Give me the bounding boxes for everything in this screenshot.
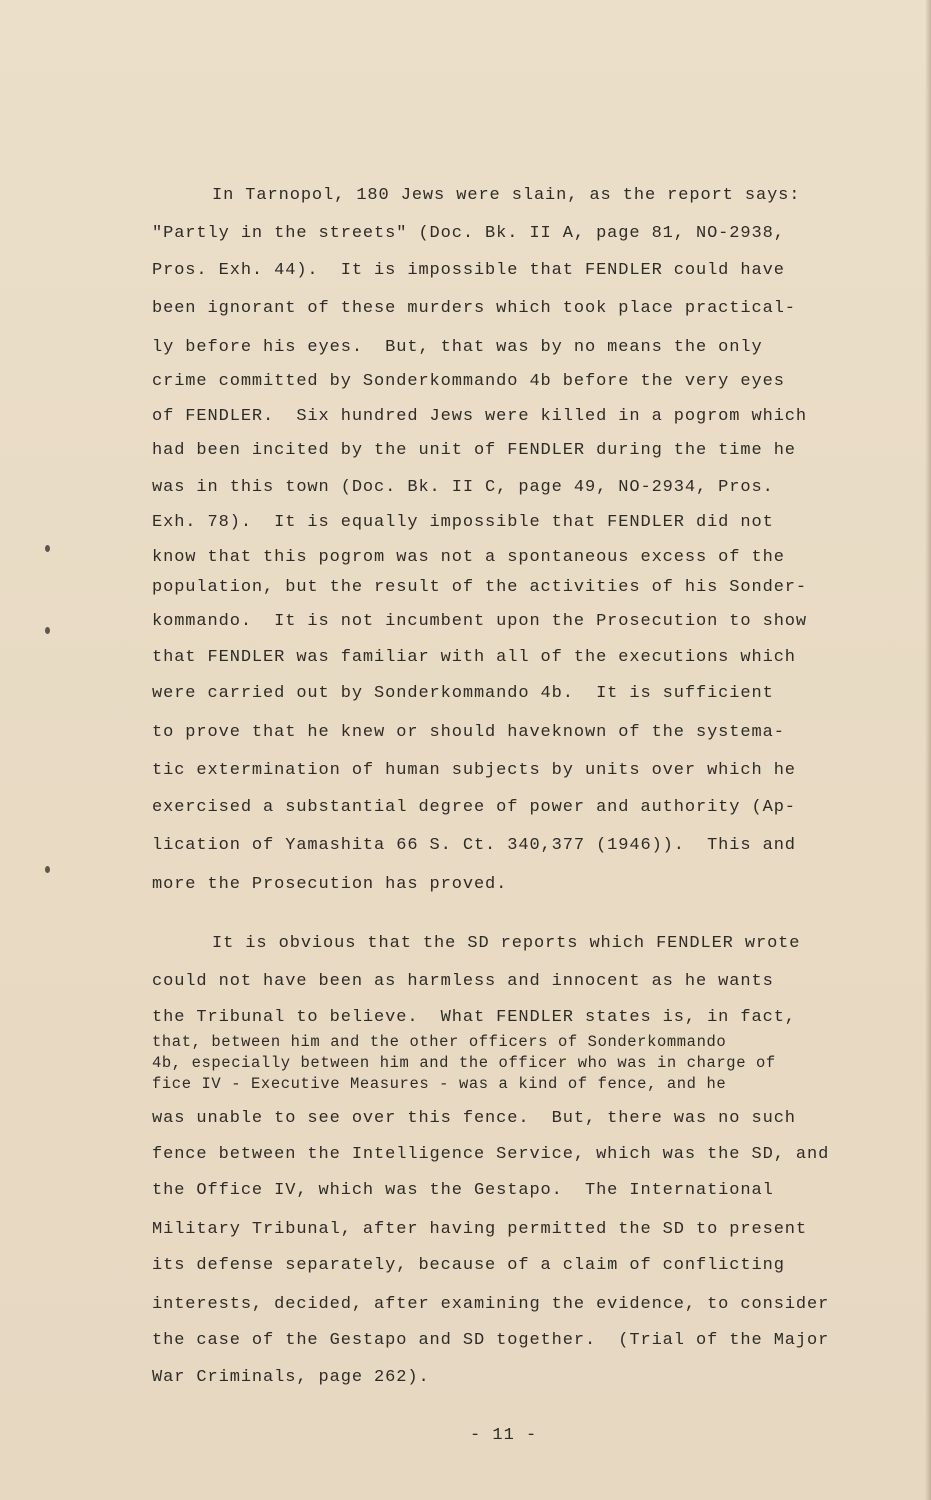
text-line: been ignorant of these murders which took place practical-	[152, 299, 796, 318]
text-line: interests, decided, after examining the evidence, to consider	[152, 1295, 830, 1314]
text-line: crime committed by Sonderkommando 4b before the very eyes	[152, 372, 785, 391]
text-line: Exh. 78). It is equally impossible that FENDLER did not	[152, 513, 774, 532]
text-line: fice IV - Executive Measures - was a kind of fence, and he	[152, 1075, 727, 1093]
text-line: 4b, especially between him and the officer who was in charge of	[152, 1054, 776, 1072]
text-line: In Tarnopol, 180 Jews were slain, as the report says:	[212, 186, 801, 205]
text-line: more the Prosecution has proved.	[152, 875, 508, 894]
text-line: was unable to see over this fence. But, there was no such	[152, 1109, 796, 1128]
text-line: the case of the Gestapo and SD together. (Trial of the Major	[152, 1331, 830, 1350]
page-number: - 11 -	[470, 1426, 538, 1445]
text-line: of FENDLER. Six hundred Jews were killed in a pogrom which	[152, 407, 807, 426]
text-line: had been incited by the unit of FENDLER during the time he	[152, 441, 796, 460]
page-edge-shadow	[925, 0, 931, 1500]
text-line: the Office IV, which was the Gestapo. The International	[152, 1181, 774, 1200]
margin-mark	[45, 866, 50, 873]
text-line: could not have been as harmless and innocent as he wants	[152, 972, 774, 991]
text-line: were carried out by Sonderkommando 4b. It is sufficient	[152, 684, 774, 703]
text-line: ly before his eyes. But, that was by no means the only	[152, 338, 763, 357]
text-line: exercised a substantial degree of power and authority (Ap-	[152, 798, 796, 817]
text-line: population, but the result of the activities of his Sonder-	[152, 578, 807, 597]
text-line: was in this town (Doc. Bk. II C, page 49, NO-2934, Pros.	[152, 478, 774, 497]
text-line: the Tribunal to believe. What FENDLER states is, in fact,	[152, 1008, 796, 1027]
text-line: its defense separately, because of a claim of conflicting	[152, 1256, 785, 1275]
text-line: that, between him and the other officers of Sonderkommando	[152, 1033, 727, 1051]
text-line: Military Tribunal, after having permitted the SD to present	[152, 1220, 807, 1239]
text-line: to prove that he knew or should haveknown of the systema-	[152, 723, 785, 742]
text-line: know that this pogrom was not a spontaneous excess of the	[152, 548, 785, 567]
margin-mark	[45, 545, 50, 552]
text-line: kommando. It is not incumbent upon the Prosecution to show	[152, 612, 807, 631]
text-line: It is obvious that the SD reports which FENDLER wrote	[212, 934, 801, 953]
text-line: fence between the Intelligence Service, which was the SD, and	[152, 1145, 830, 1164]
text-line: that FENDLER was familiar with all of the executions which	[152, 648, 796, 667]
text-line: War Criminals, page 262).	[152, 1368, 430, 1387]
text-line: tic extermination of human subjects by units over which he	[152, 761, 796, 780]
text-line: "Partly in the streets" (Doc. Bk. II A, page 81, NO-2938,	[152, 224, 785, 243]
margin-mark	[45, 627, 50, 634]
text-line: Pros. Exh. 44). It is impossible that FENDLER could have	[152, 261, 785, 280]
text-line: lication of Yamashita 66 S. Ct. 340,377 (1946)). This and	[152, 836, 796, 855]
